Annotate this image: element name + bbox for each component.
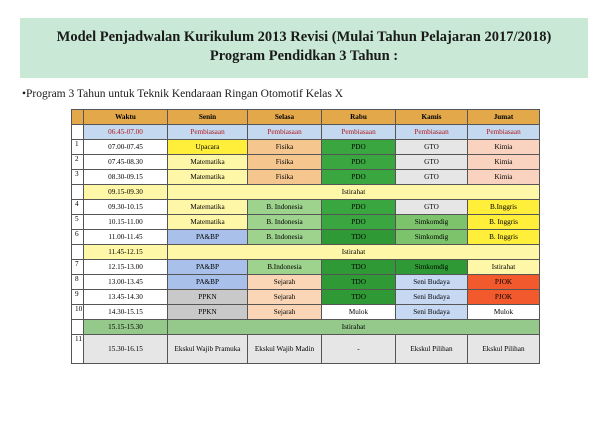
cell: Simkomdig: [396, 260, 468, 275]
table-row: [72, 305, 540, 320]
row-number: 4: [72, 200, 84, 215]
table-row: [72, 140, 540, 155]
cell: Upacara: [168, 140, 248, 155]
cell: Sejarah: [248, 305, 322, 320]
cell: Matematika: [168, 200, 248, 215]
cell: PA&BP: [168, 230, 248, 245]
table-row: [72, 230, 540, 245]
cell: Fisika: [248, 170, 322, 185]
row-time: 09.15-09.30: [84, 185, 168, 200]
cell: PJOK: [468, 275, 540, 290]
cell: Seni Budaya: [396, 290, 468, 305]
title-line-1: Model Penjadwalan Kurikulum 2013 Revisi (Mulai Tahun Pelajaran 2017/2018): [56, 29, 552, 45]
header-selasa: Selasa: [248, 110, 322, 125]
title-line-2: Program Pendidkan 3 Tahun :: [209, 48, 399, 64]
row-number: 10: [72, 305, 84, 320]
table-row: [72, 200, 540, 215]
table-row-break: [72, 320, 540, 335]
cell: PDO: [322, 215, 396, 230]
cell: GTO: [396, 200, 468, 215]
row-time: 06.45-07.00: [84, 125, 168, 140]
cell: PPKN: [168, 305, 248, 320]
header-no: [72, 110, 84, 125]
break-cell: Istirahat: [168, 185, 540, 200]
cell: TDO: [322, 260, 396, 275]
cell: PDO: [322, 155, 396, 170]
cell: Seni Budaya: [396, 305, 468, 320]
cell: B.Inggris: [468, 200, 540, 215]
cell: B. Indonesia: [248, 215, 322, 230]
row-number: 5: [72, 215, 84, 230]
table-row: [72, 215, 540, 230]
row-number: 6: [72, 230, 84, 245]
row-time: 12.15-13.00: [84, 260, 168, 275]
cell: GTO: [396, 140, 468, 155]
cell: PJOK: [468, 290, 540, 305]
cell: TDO: [322, 275, 396, 290]
cell: Pembiasaan: [468, 125, 540, 140]
cell: Kimia: [468, 155, 540, 170]
cell: Simkomdig: [396, 215, 468, 230]
row-number: 3: [72, 170, 84, 185]
header-waktu: Waktu: [84, 110, 168, 125]
row-time: 07.00-07.45: [84, 140, 168, 155]
table-row: [72, 335, 540, 364]
table-row: [72, 125, 540, 140]
cell: TDO: [322, 290, 396, 305]
break-cell: Istirahat: [168, 320, 540, 335]
row-time: 13.00-13.45: [84, 275, 168, 290]
cell: PPKN: [168, 290, 248, 305]
cell: PA&BP: [168, 275, 248, 290]
row-time: 13.45-14.30: [84, 290, 168, 305]
row-time: 09.30-10.15: [84, 200, 168, 215]
cell: Matematika: [168, 215, 248, 230]
header-rabu: Rabu: [322, 110, 396, 125]
cell: Pembiasaan: [396, 125, 468, 140]
cell: B. Inggris: [468, 215, 540, 230]
cell: PDO: [322, 170, 396, 185]
cell: Istirahat: [468, 260, 540, 275]
cell: B. Indonesia: [248, 200, 322, 215]
cell: PA&BP: [168, 260, 248, 275]
row-number: [72, 125, 84, 140]
cell: Pembiasaan: [168, 125, 248, 140]
header-kamis: Kamis: [396, 110, 468, 125]
row-number: 9: [72, 290, 84, 305]
row-number: 2: [72, 155, 84, 170]
row-number: [72, 185, 84, 200]
cell: Kimia: [468, 170, 540, 185]
table-row-break: [72, 245, 540, 260]
cell: Pembiasaan: [322, 125, 396, 140]
cell: TDO: [322, 230, 396, 245]
cell: PDO: [322, 140, 396, 155]
row-number: 8: [72, 275, 84, 290]
table-row: [72, 170, 540, 185]
row-time: 11.45-12.15: [84, 245, 168, 260]
cell: Sejarah: [248, 290, 322, 305]
cell: Fisika: [248, 155, 322, 170]
cell: GTO: [396, 170, 468, 185]
row-time: 15.15-15.30: [84, 320, 168, 335]
row-number: 1: [72, 140, 84, 155]
cell: Ekskul Wajib Madin: [248, 335, 322, 364]
row-number: [72, 320, 84, 335]
row-time: 07.45-08.30: [84, 155, 168, 170]
cell: B. Indonesia: [248, 230, 322, 245]
row-time: 10.15-11.00: [84, 215, 168, 230]
table-row: [72, 290, 540, 305]
cell: Pembiasaan: [248, 125, 322, 140]
cell: GTO: [396, 155, 468, 170]
table-row: [72, 260, 540, 275]
cell: PDO: [322, 200, 396, 215]
cell: Ekskul Wajib Pramuka: [168, 335, 248, 364]
cell: Sejarah: [248, 275, 322, 290]
row-time: 11.00-11.45: [84, 230, 168, 245]
row-time: 08.30-09.15: [84, 170, 168, 185]
cell: Matematika: [168, 155, 248, 170]
cell: Fisika: [248, 140, 322, 155]
cell: B. Inggris: [468, 230, 540, 245]
table-header-row: [72, 110, 540, 125]
cell: Mulok: [468, 305, 540, 320]
row-number: [72, 245, 84, 260]
header-senin: Senin: [168, 110, 248, 125]
row-number: 11: [72, 335, 84, 364]
row-number: 7: [72, 260, 84, 275]
cell: Matematika: [168, 170, 248, 185]
cell: Ekskul Pilihan: [468, 335, 540, 364]
cell: Simkomdig: [396, 230, 468, 245]
schedule-table: [71, 109, 540, 364]
row-time: 14.30-15.15: [84, 305, 168, 320]
cell: B.Indonesia: [248, 260, 322, 275]
table-row-break: [72, 185, 540, 200]
table-row: [72, 275, 540, 290]
cell: -: [322, 335, 396, 364]
break-cell: Istirahat: [168, 245, 540, 260]
title-banner: [20, 18, 588, 78]
cell: Kimia: [468, 140, 540, 155]
cell: Ekskul Pilihan: [396, 335, 468, 364]
cell: Mulok: [322, 305, 396, 320]
cell: Seni Budaya: [396, 275, 468, 290]
table-row: [72, 155, 540, 170]
row-time: 15.30-16.15: [84, 335, 168, 364]
header-jumat: Jumat: [468, 110, 540, 125]
program-subtitle: •Program 3 Tahun untuk Teknik Kendaraan Ringan Otomotif Kelas X: [22, 88, 344, 100]
